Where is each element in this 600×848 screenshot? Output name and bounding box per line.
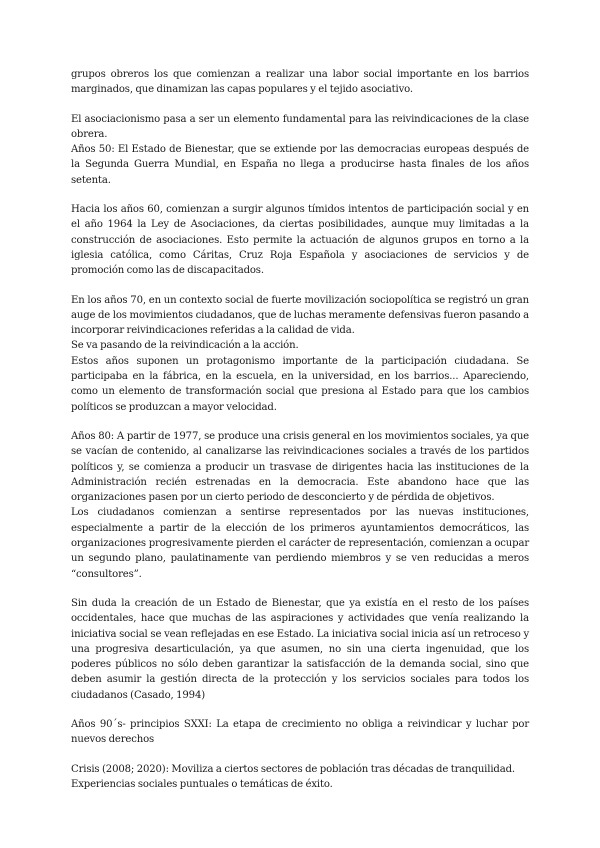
paragraph-barrios-marginados: grupos obreros los que comienzan a realizar una labor social importante en los barrios marginados, que dinamizan las capas populares y el tejido asociativo. bbox=[71, 69, 529, 96]
paragraph-experiencias: Experiencias sociales puntuales o temáticas de éxito. bbox=[71, 778, 333, 790]
paragraph-anos-60: Hacia los años 60, comienzan a surgir algunos tímidos intentos de participación social y en el año 1964 la Ley de Asociaciones, da ciertas posibilidades, aunque muy limitadas a la construcción de asociaciones. Esto permite la actuación de algunos grupos en torno a la iglesia católica, como Cáritas, Cruz Roja Española y asociaciones de servicios y de promoción como las de discapacitados. bbox=[71, 204, 529, 277]
paragraph-gap bbox=[71, 582, 529, 596]
paragraph-crisis: Crisis (2008; 2020): Moviliza a ciertos sectores de población tras décadas de tranquilidad. bbox=[71, 763, 515, 775]
paragraph-gap bbox=[71, 703, 529, 717]
document-page bbox=[71, 67, 529, 792]
paragraph-gap bbox=[71, 188, 529, 202]
paragraph-anos-70: En los años 70, en un contexto social de fuerte movilización sociopolítica se registró un gran auge de los movimientos ciudadanos, que de luchas meramente defensivas fueron pasando a incorporar reivindicaciones referidas a la calidad de vida. bbox=[71, 294, 529, 337]
paragraph-gap bbox=[71, 748, 529, 762]
paragraph-estado-bienestar: Sin duda la creación de un Estado de Bienestar, que ya existía en el resto de los países occidentales, hace que muchas de las aspiraciones y actividades que venía realizando la iniciativa social se vean reflejadas en ese Estado. La iniciativa social inicia así un retroceso y una progresiva desarticulación, ya que asumen, no sin una cierta ingenuidad, que los poderes públicos no sólo deben garantizar la satisfacción de la demanda social, sino que deben asumir la gestión directa de la protección y los servicios sociales para todos los ciudadanos (Casado, 1994) bbox=[71, 597, 529, 701]
paragraph-protagonismo: Estos años suponen un protagonismo importante de la participación ciudadana. Se participaba en la fábrica, en la escuela, en la universidad, en los barrios... Apareciendo, como un elemento de transformación social que presiona al Estado para que los cambios políticos se produzcan a mayor velocidad. bbox=[71, 355, 529, 413]
paragraph-gap bbox=[71, 279, 529, 293]
paragraph-gap bbox=[71, 415, 529, 429]
paragraph-anos-50: Años 50: El Estado de Bienestar, que se extiende por las democracias europeas después de la Segunda Guerra Mundial, en España no llega a producirse hasta finales de los años setenta. bbox=[71, 144, 529, 186]
paragraph-anos-80: Años 80: A partir de 1977, se produce una crisis general en los movimientos sociales, ya que se vacían de contenido, al canalizarse las reivindicaciones sociales a través de los partidos políticos y, se comienza a producir un trasvase de dirigentes hacia las instituciones de la Administración recién estrenadas en la democracia. Este abandono hace que las organizaciones pasen por un cierto periodo de desconcierto y de pérdida de objetivos. bbox=[71, 430, 529, 504]
paragraph-ciudadanos: Los ciudadanos comienzan a sentirse representados por las nuevas instituciones, especialmente a partir de la elección de los primeros ayuntamientos democráticos, las organizaciones progresivamente pierden el carácter de representación, comienzan a ocupar un segundo plano, paulatinamente van perdiendo miembros y se ven reducidas a meros “consultores”. bbox=[71, 507, 529, 580]
paragraph-asociacionismo: El asociacionismo pasa a ser un elemento fundamental para las reivindicaciones de la clase obrera. bbox=[71, 113, 529, 140]
paragraph-anos-90: Años 90´s- principios SXXI: La etapa de crecimiento no obliga a reivindicar y luchar por nuevos derechos bbox=[71, 718, 529, 746]
paragraph-reivindicacion-accion: Se va pasando de la reivindicación a la acción. bbox=[71, 340, 299, 352]
paragraph-gap bbox=[71, 98, 529, 112]
